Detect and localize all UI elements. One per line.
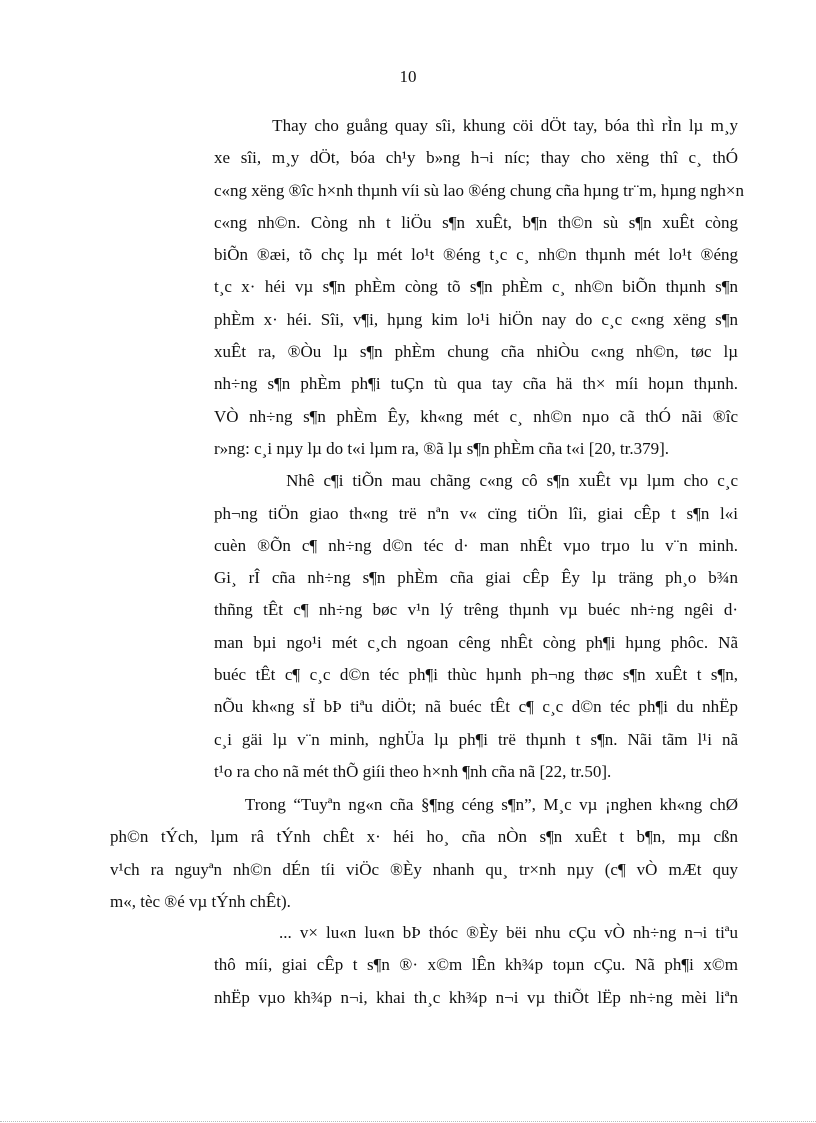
text-line: thô míi, giai cÊp t s¶n ®· x©m lÊn kh¾p toµn cÇu. Nã ph¶i x©m: [214, 955, 738, 975]
text-line: biÕn ®æi, tõ chç lµ mét lo¹t ®éng t¸c c¸ nh©n thµnh mét lo¹t ®éng: [214, 245, 738, 265]
text-line: VÒ nh÷ng s¶n phÈm Êy, kh«ng mét c¸ nh©n nµo cã thÓ nãi ®îc: [214, 406, 738, 426]
text-line: ph©n tÝch, lµm râ tÝnh chÊt x· héi ho¸ cña nÒn s¶n xuÊt t b¶n, mµ cßn: [110, 827, 738, 847]
text-line: m«, tèc ®é vµ tÝnh chÊt).: [110, 891, 291, 911]
text-line: nhËp vµo kh¾p n¬i, khai th¸c kh¾p n¬i vµ thiÕt lËp nh÷ng mèi liªn: [214, 987, 738, 1007]
text-line: r»ng: c¸i nµy lµ do t«i lµm ra, ®ã lµ s¶n phÈm cña t«i [20, tr.379].: [214, 438, 669, 458]
text-line: Gi¸ rÎ cña nh÷ng s¶n phÈm cña giai cÊp Êy lµ träng ph¸o b¾n: [214, 568, 738, 588]
text-line: ... v× lu«n lu«n bÞ thóc ®Èy bëi nhu cÇu vÒ nh÷ng n¬i tiªu: [214, 923, 738, 942]
page-number: 10: [399, 67, 417, 86]
text-line: nh÷ng s¶n phÈm ph¶i tuÇn tù qua tay cña hä th× míi hoµn thµnh.: [214, 374, 738, 394]
text-line: Trong “Tuyªn ng«n cña §¶ng céng s¶n”, M¸c vµ ¡nghen kh«ng chØ: [110, 795, 738, 814]
text-line: nÕu kh«ng sÏ bÞ tiªu diÖt; nã buéc tÊt c¶ c¸c d©n téc ph¶i du nhËp: [214, 697, 738, 717]
text-line: c«ng nh©n. Còng nh t liÖu s¶n xuÊt, b¶n th©n sù s¶n xuÊt còng: [214, 212, 738, 232]
text-line: xe sîi, m¸y dÖt, bóa ch¹y b»ng h¬i níc; thay cho xëng thî c¸ thÓ: [214, 148, 738, 168]
text-line: t¸c x· héi vµ s¶n phÈm còng tõ s¶n phÈm c¸ nh©n biÕn thµnh s¶n: [214, 277, 738, 297]
text-line: man bµi ngo¹i mét c¸ch ngoan cêng nhÊt còng ph¶i hµng phôc. Nã: [214, 632, 738, 652]
text-line: ph¬ng tiÖn giao th«ng trë nªn v« cïng tiÖn lîi, giai cÊp t s¶n l«i: [214, 503, 738, 523]
text-line: thñng tÊt c¶ nh÷ng bøc v¹n lý trêng thµnh vµ buéc nh÷ng ngêi d·: [214, 600, 738, 620]
quotation-block-2: [214, 917, 738, 1014]
text-line: v¹ch ra nguyªn nh©n dÉn tíi viÖc ®Èy nhanh qu¸ tr×nh nµy (c¶ vÒ mÆt quy: [110, 859, 738, 879]
text-line: phÈm x· héi. Sîi, v¶i, hµng kim lo¹i hiÖn nay do c¸c c«ng xëng s¶n: [214, 309, 738, 329]
text-line: buéc tÊt c¶ c¸c d©n téc ph¶i thùc hµnh ph¬ng thøc s¶n xuÊt t s¶n,: [214, 665, 738, 685]
text-line: Nhê c¶i tiÕn mau chãng c«ng cô s¶n xuÊt vµ lµm cho c¸c: [214, 471, 738, 491]
text-line: c¸i gäi lµ v¨n minh, nghÜa lµ ph¶i trë thµnh t s¶n. Nãi tãm l¹i nã: [214, 729, 738, 749]
text-line: t¹o ra cho nã mét thÕ giíi theo h×nh ¶nh cña nã [22, tr.50].: [214, 761, 612, 781]
page-bottom-divider: [0, 1121, 816, 1122]
text-line: Thay cho guång quay sîi, khung cöi dÖt tay, bóa thì rÌn lµ m¸y: [214, 116, 738, 135]
text-line: cuèn ®Õn c¶ nh÷ng d©n téc d· man nhÊt vµo trµo lu v¨n minh.: [214, 535, 738, 555]
text-line: xuÊt ra, ®Òu lµ s¶n phÈm chung cña nhiÒu c«ng nh©n, tøc lµ: [214, 342, 738, 362]
quotation-block-1: [214, 110, 745, 788]
text-line: c«ng xëng ®îc h×nh thµnh víi sù lao ®éng chung cña hµng tr¨m, hµng ngh×n: [214, 180, 745, 200]
body-paragraph: [110, 789, 738, 918]
